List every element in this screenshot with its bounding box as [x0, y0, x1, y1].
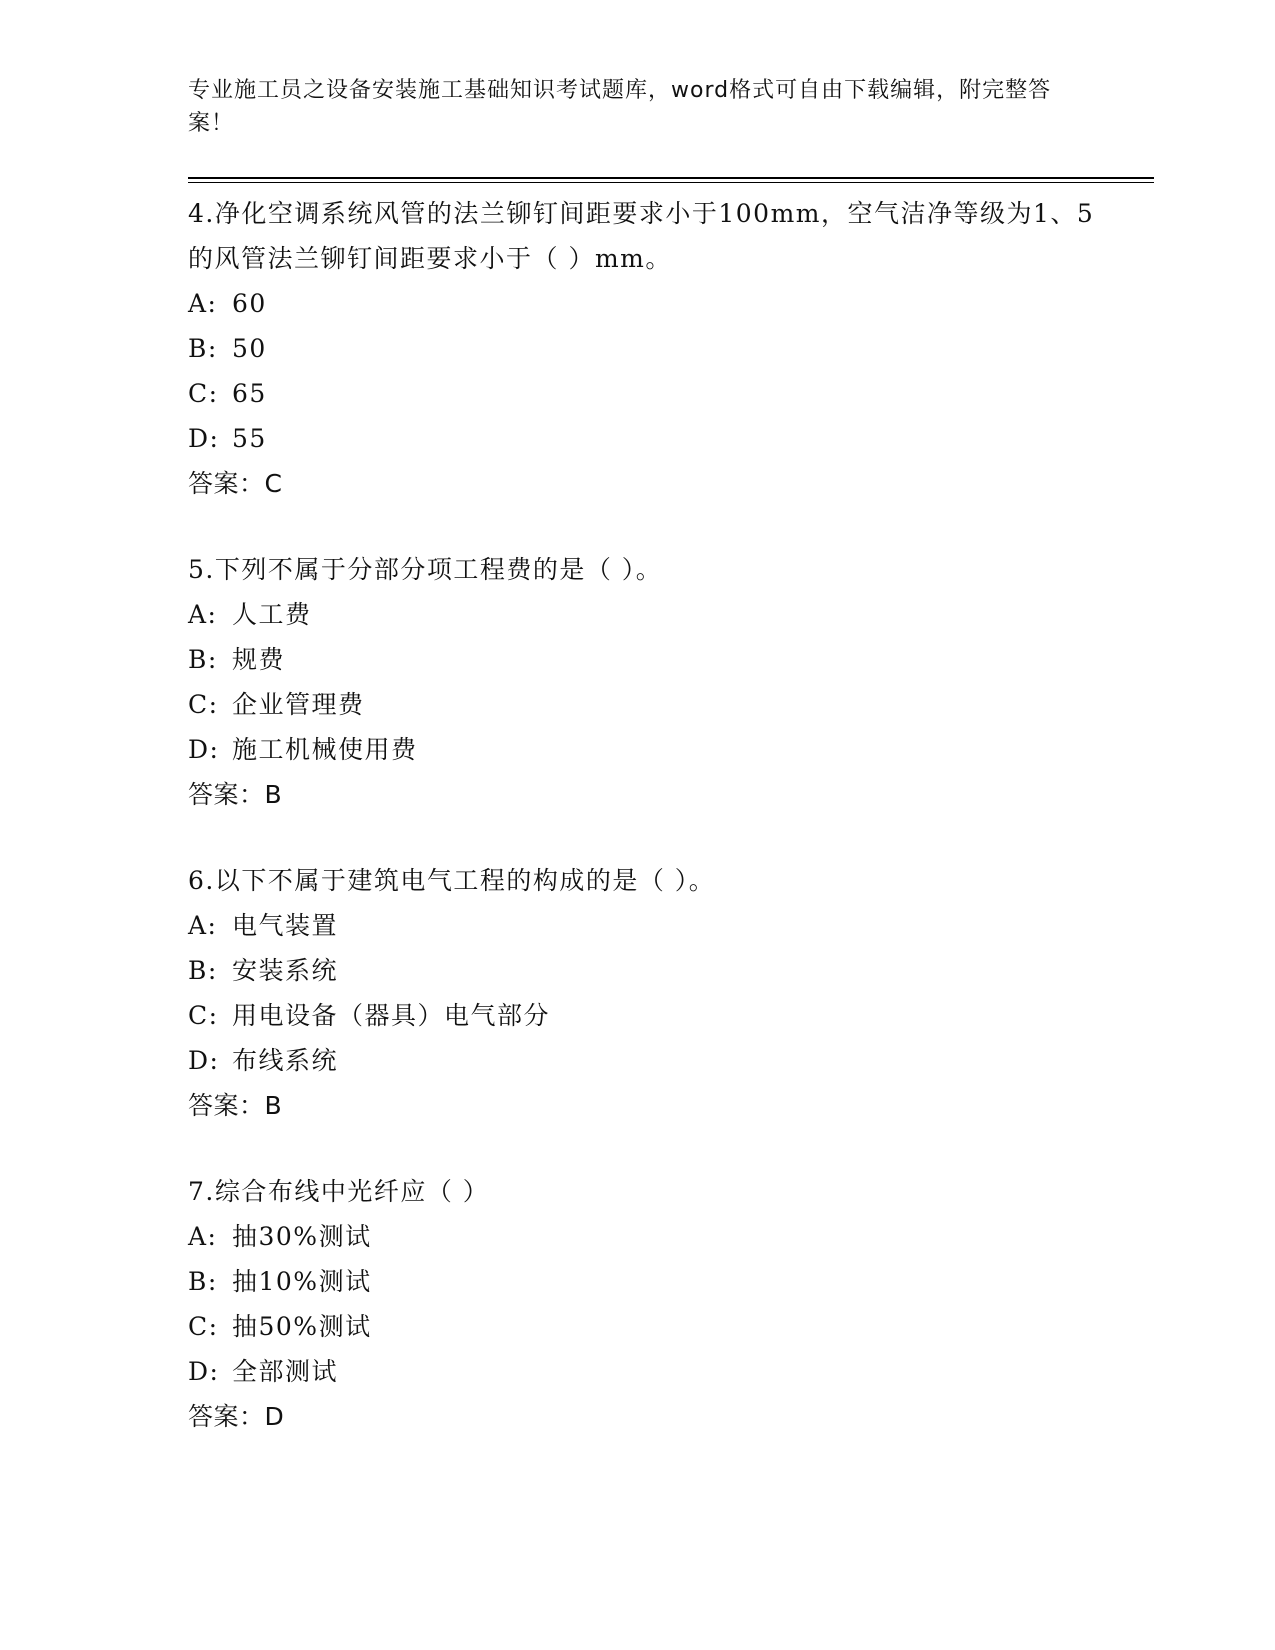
option-c: [188, 993, 1108, 1038]
option-c: [188, 371, 1108, 416]
option-letter: D:: [188, 1046, 220, 1075]
option-letter: B:: [188, 956, 218, 985]
option-b: [188, 948, 1108, 993]
option-b: [188, 1259, 1108, 1304]
option-text: 用电设备（器具）电气部分: [232, 1001, 551, 1030]
question-stem: 7.综合布线中光纤应（ ）: [188, 1177, 490, 1206]
option-letter: A:: [188, 1222, 218, 1251]
option-b: [188, 637, 1108, 682]
option-letter: C:: [188, 690, 219, 719]
question-7: [188, 1169, 1108, 1440]
option-text: 人工费: [232, 600, 312, 629]
answer-line: 答案：D: [188, 1402, 285, 1431]
option-text: 企业管理费: [232, 690, 365, 719]
option-text: 施工机械使用费: [232, 735, 418, 764]
option-text: 抽30%测试: [232, 1222, 372, 1251]
header-divider-thin: [188, 182, 1154, 183]
option-a: [188, 281, 1108, 326]
option-letter: B:: [188, 645, 218, 674]
option-c: [188, 1304, 1108, 1349]
option-a: [188, 592, 1108, 637]
option-text: 安装系统: [232, 956, 339, 985]
option-letter: B:: [188, 1267, 218, 1296]
question-5: [188, 547, 1108, 818]
option-text: 抽10%测试: [232, 1267, 372, 1296]
option-text: 电气装置: [232, 911, 339, 940]
option-letter: C:: [188, 1001, 219, 1030]
document-header: 专业施工员之设备安装施工基础知识考试题库，word格式可自由下载编辑，附完整答案！: [188, 78, 1052, 136]
option-text: 规费: [232, 645, 286, 674]
option-c: [188, 682, 1108, 727]
option-d: [188, 1349, 1108, 1394]
option-a: [188, 1214, 1108, 1259]
option-letter: C:: [188, 1312, 219, 1341]
header-divider-thick: [188, 177, 1154, 179]
option-d: [188, 416, 1108, 461]
question-4: [188, 191, 1108, 507]
option-text: 全部测试: [232, 1357, 339, 1386]
option-text: 55: [232, 424, 267, 453]
option-text: 布线系统: [232, 1046, 339, 1075]
option-text: 60: [232, 289, 267, 318]
option-text: 65: [232, 379, 267, 408]
option-b: [188, 326, 1108, 371]
option-letter: C:: [188, 379, 219, 408]
option-letter: A:: [188, 600, 218, 629]
answer-line: 答案：B: [188, 780, 283, 809]
question-stem: 5.下列不属于分部分项工程费的是（ ）。: [188, 555, 663, 584]
option-text: 50: [232, 334, 267, 363]
option-text: 抽50%测试: [232, 1312, 372, 1341]
question-6: [188, 858, 1108, 1129]
question-list: [188, 191, 1108, 1480]
option-letter: D:: [188, 424, 220, 453]
option-letter: B:: [188, 334, 218, 363]
option-letter: D:: [188, 1357, 220, 1386]
option-letter: D:: [188, 735, 220, 764]
answer-line: 答案：C: [188, 469, 283, 498]
question-stem: 4.净化空调系统风管的法兰铆钉间距要求小于100mm，空气洁净等级为1、5的风管法兰铆钉间距要求小于（ ）mm。: [188, 199, 1095, 273]
option-letter: A:: [188, 911, 218, 940]
option-d: [188, 727, 1108, 772]
option-a: [188, 903, 1108, 948]
option-letter: A:: [188, 289, 218, 318]
option-d: [188, 1038, 1108, 1083]
question-stem: 6.以下不属于建筑电气工程的构成的是（ ）。: [188, 866, 716, 895]
answer-line: 答案：B: [188, 1091, 283, 1120]
